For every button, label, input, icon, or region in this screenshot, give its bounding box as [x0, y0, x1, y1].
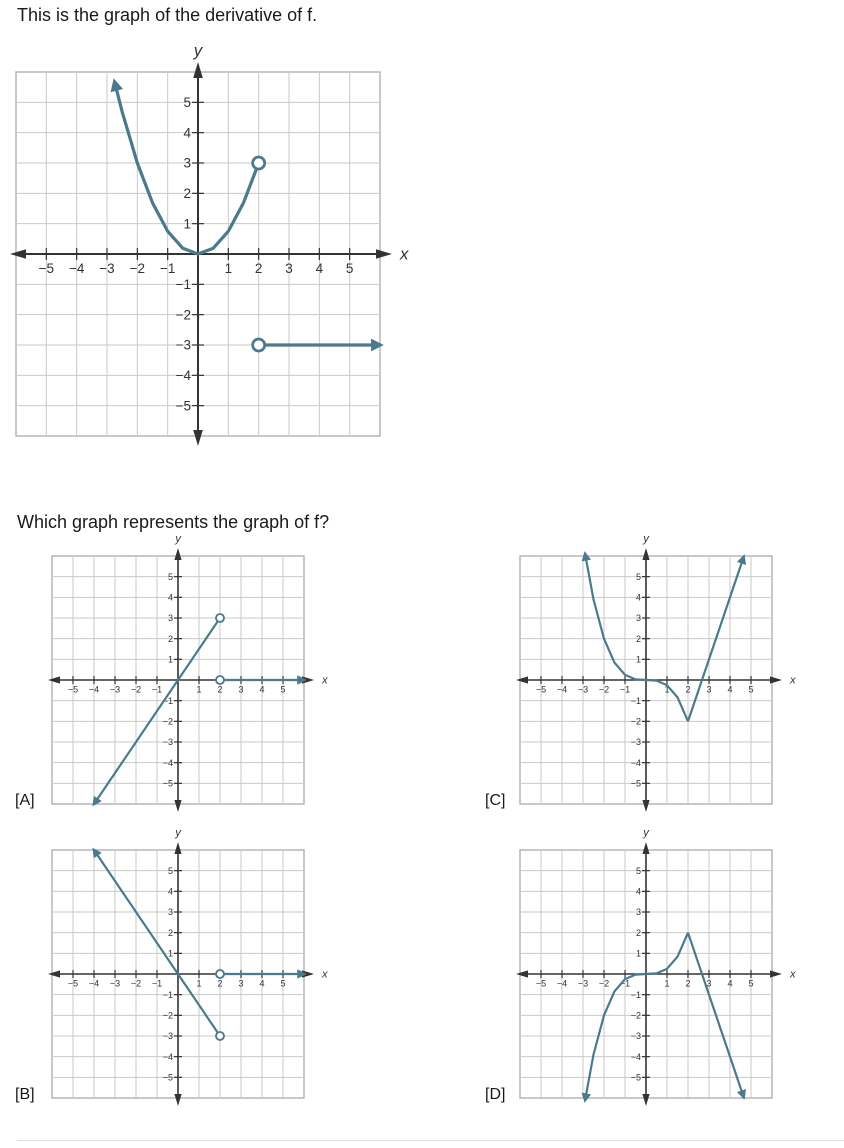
- x-tick-label: 2: [685, 978, 691, 989]
- y-axis-arrow-up: [174, 548, 181, 560]
- y-tick-label: 1: [183, 216, 191, 232]
- x-tick-label: 4: [259, 978, 265, 989]
- x-tick-label: 3: [285, 260, 293, 276]
- y-tick-label: 3: [635, 907, 641, 918]
- y-axis-label: y: [643, 533, 649, 545]
- y-tick-label: 5: [167, 865, 173, 876]
- x-tick-label: 5: [280, 684, 286, 695]
- x-tick-label: 2: [685, 684, 691, 695]
- x-tick-label: −3: [109, 684, 121, 695]
- x-tick-label: −4: [68, 260, 85, 276]
- x-tick-label: −4: [88, 684, 100, 695]
- open-endpoint: [216, 614, 224, 622]
- y-tick-label: 5: [635, 865, 641, 876]
- y-tick-label: −1: [175, 277, 191, 293]
- y-tick-label: 1: [167, 654, 173, 665]
- open-endpoint: [216, 676, 224, 684]
- x-tick-label: −1: [159, 260, 176, 276]
- choice-b-label[interactable]: [B]: [15, 1086, 35, 1103]
- x-axis-label: x: [400, 244, 409, 264]
- x-tick-label: 4: [259, 684, 265, 695]
- y-tick-label: 3: [167, 907, 173, 918]
- x-tick-label: 2: [254, 260, 263, 276]
- y-axis-arrow-up: [642, 548, 649, 560]
- divider: [17, 1140, 844, 1141]
- x-tick-label: −3: [99, 260, 115, 276]
- x-tick-label: −2: [598, 978, 610, 989]
- y-tick-label: −3: [162, 1031, 173, 1042]
- x-tick-label: −1: [151, 684, 163, 695]
- y-tick-label: 5: [635, 571, 641, 582]
- y-tick-label: −4: [175, 368, 191, 384]
- y-tick-label: −3: [630, 1031, 641, 1042]
- y-axis-label: y: [175, 533, 181, 545]
- x-axis-arrow-right: [770, 676, 782, 683]
- choice-d-graph[interactable]: [516, 827, 796, 1104]
- x-tick-label: −5: [38, 260, 55, 276]
- x-tick-label: −2: [129, 260, 146, 276]
- x-tick-label: 5: [748, 978, 754, 989]
- x-tick-label: −3: [577, 684, 589, 695]
- y-tick-label: 2: [183, 186, 191, 202]
- y-tick-label: −1: [162, 989, 173, 1000]
- y-tick-label: 2: [635, 927, 641, 938]
- y-tick-label: −5: [630, 778, 641, 789]
- y-axis-arrow-down: [174, 800, 181, 812]
- x-axis-label: x: [322, 674, 328, 687]
- x-tick-label: 4: [315, 260, 324, 276]
- y-tick-label: −1: [630, 989, 641, 1000]
- y-axis-label: y: [193, 41, 203, 60]
- x-tick-label: −4: [556, 978, 568, 989]
- x-tick-label: −1: [619, 978, 631, 989]
- y-tick-label: 5: [183, 95, 191, 111]
- y-tick-label: −5: [162, 1072, 173, 1083]
- y-tick-label: 3: [635, 613, 641, 624]
- x-tick-label: −2: [130, 684, 142, 695]
- y-tick-label: 4: [167, 886, 173, 897]
- y-tick-label: 5: [167, 571, 173, 582]
- open-endpoint: [253, 339, 265, 351]
- open-endpoint: [253, 157, 265, 169]
- y-tick-label: −5: [630, 1072, 641, 1083]
- x-tick-label: 3: [238, 978, 244, 989]
- y-tick-label: −4: [630, 757, 641, 768]
- x-tick-label: 3: [706, 978, 712, 989]
- y-tick-label: 4: [635, 592, 641, 603]
- x-tick-label: 3: [706, 684, 712, 695]
- choice-c-label[interactable]: [C]: [485, 792, 506, 809]
- x-tick-label: 4: [727, 684, 733, 695]
- y-tick-label: −4: [630, 1051, 641, 1062]
- x-tick-label: −2: [598, 684, 610, 695]
- y-tick-label: 1: [167, 948, 173, 959]
- y-axis-label: y: [175, 827, 181, 839]
- y-axis-arrow-up: [642, 842, 649, 854]
- x-tick-label: 5: [748, 684, 754, 695]
- x-axis-arrow-right: [770, 970, 782, 977]
- y-tick-label: −2: [162, 1010, 173, 1021]
- y-tick-label: 4: [635, 886, 641, 897]
- y-tick-label: −4: [162, 757, 173, 768]
- x-tick-label: 1: [196, 978, 202, 989]
- x-tick-label: −3: [577, 978, 589, 989]
- x-axis-label: x: [790, 968, 796, 981]
- x-axis-label: x: [790, 674, 796, 687]
- y-tick-label: −5: [162, 778, 173, 789]
- open-endpoint: [216, 1032, 224, 1040]
- x-tick-label: −4: [556, 684, 568, 695]
- y-tick-label: −3: [162, 737, 173, 748]
- choice-a-label[interactable]: [A]: [15, 792, 35, 809]
- y-tick-label: 4: [183, 125, 191, 141]
- x-tick-label: 2: [217, 684, 223, 695]
- question-prompt: Which graph represents the graph of f?: [17, 512, 330, 532]
- x-tick-label: 1: [224, 260, 233, 276]
- x-axis-arrow-right: [376, 249, 392, 259]
- y-axis-arrow-down: [193, 430, 203, 446]
- y-tick-label: −2: [175, 307, 191, 323]
- y-axis-arrow-down: [642, 1094, 649, 1106]
- x-tick-label: −5: [67, 978, 79, 989]
- y-tick-label: −4: [162, 1051, 173, 1062]
- x-tick-label: 1: [664, 684, 670, 695]
- y-tick-label: −1: [630, 695, 641, 706]
- x-tick-label: 5: [345, 260, 354, 276]
- y-tick-label: 1: [635, 654, 641, 665]
- derivative-prompt: This is the graph of the derivative of f.: [17, 5, 318, 25]
- y-tick-label: 4: [167, 592, 173, 603]
- x-tick-label: 3: [238, 684, 244, 695]
- derivative-graph: [10, 41, 409, 450]
- y-tick-label: 3: [183, 155, 191, 171]
- x-tick-label: −4: [88, 978, 100, 989]
- y-tick-label: −2: [162, 716, 173, 727]
- y-tick-label: −2: [630, 716, 641, 727]
- choice-b-graph[interactable]: [48, 827, 328, 1104]
- x-tick-label: 5: [280, 978, 286, 989]
- x-tick-label: −5: [67, 684, 79, 695]
- y-tick-label: −3: [175, 337, 191, 353]
- x-tick-label: 4: [727, 978, 733, 989]
- choice-c-graph[interactable]: [516, 533, 796, 810]
- x-tick-label: −3: [109, 978, 121, 989]
- y-tick-label: 1: [635, 948, 641, 959]
- y-tick-label: 3: [167, 613, 173, 624]
- y-axis-arrow-up: [174, 842, 181, 854]
- x-tick-label: −5: [535, 684, 547, 695]
- choice-d-label[interactable]: [D]: [485, 1086, 506, 1103]
- x-tick-label: −5: [535, 978, 547, 989]
- y-axis-label: y: [643, 827, 649, 839]
- x-tick-label: 2: [217, 978, 223, 989]
- x-tick-label: −1: [151, 978, 163, 989]
- x-tick-label: 1: [196, 684, 202, 695]
- y-tick-label: 2: [635, 633, 641, 644]
- x-tick-label: 1: [664, 978, 670, 989]
- y-axis-arrow-up: [193, 62, 203, 78]
- y-tick-label: 2: [167, 633, 173, 644]
- open-endpoint: [216, 970, 224, 978]
- choice-a-graph[interactable]: [48, 533, 328, 810]
- x-axis-label: x: [322, 968, 328, 981]
- y-tick-label: −5: [175, 398, 191, 414]
- y-axis-arrow-down: [642, 800, 649, 812]
- y-axis-arrow-down: [174, 1094, 181, 1106]
- y-tick-label: −2: [630, 1010, 641, 1021]
- y-tick-label: 2: [167, 927, 173, 938]
- y-tick-label: −1: [162, 695, 173, 706]
- x-tick-label: −1: [619, 684, 631, 695]
- y-tick-label: −3: [630, 737, 641, 748]
- x-tick-label: −2: [130, 978, 142, 989]
